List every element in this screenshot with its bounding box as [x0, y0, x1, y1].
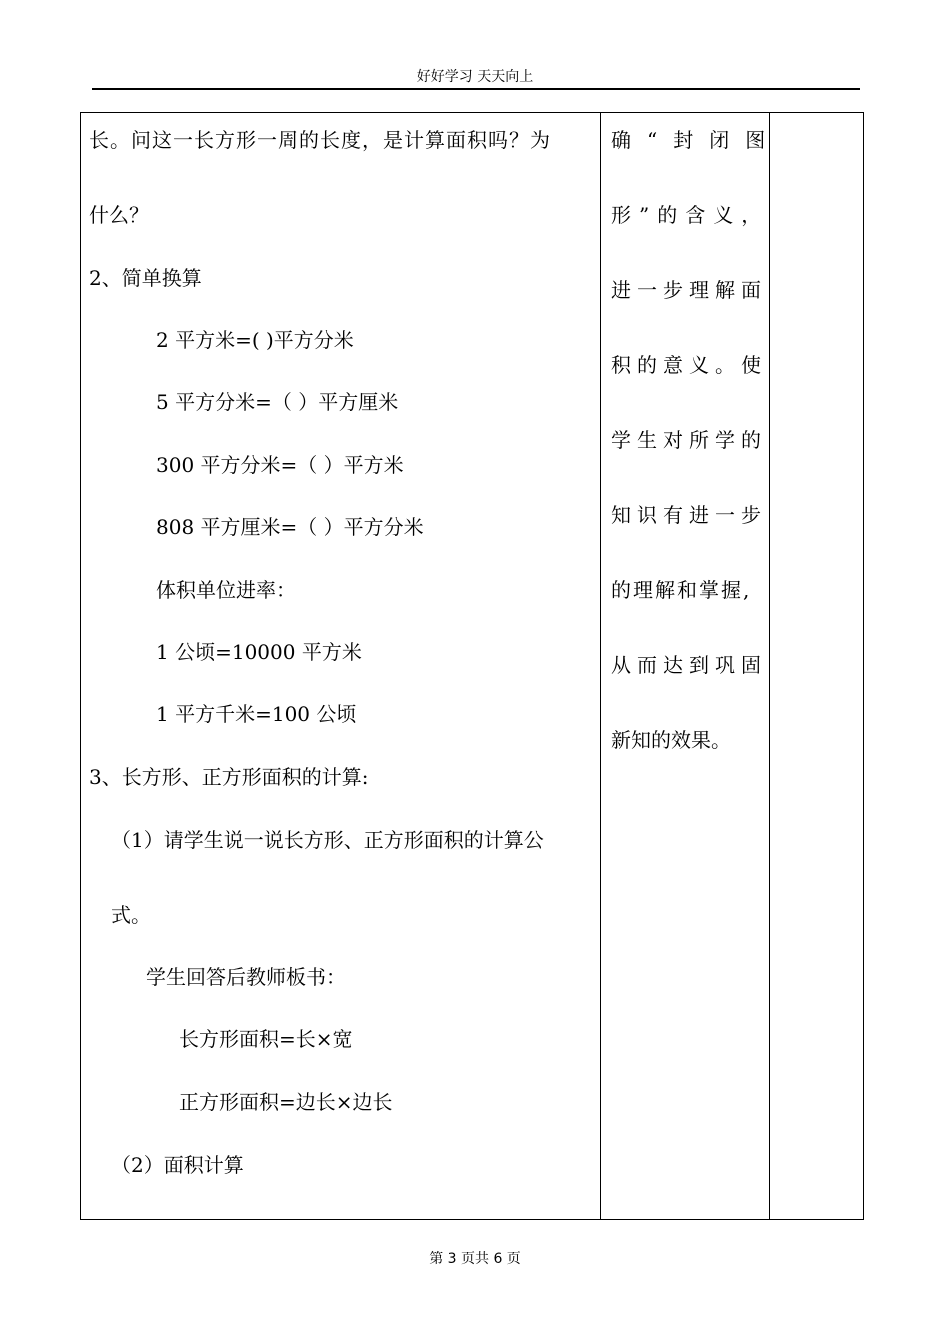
main-line-7: 808 平方厘米=（ ）平方分米: [156, 515, 424, 539]
main-line-16: 正方形面积=边长×边长: [179, 1090, 393, 1114]
main-line-11: 3、长方形、正方形面积的计算:: [89, 765, 369, 789]
side-line-4: 积的意义。使: [611, 353, 767, 377]
main-line-6: 300 平方分米=（ ）平方米: [156, 453, 404, 477]
main-line-13: 式。: [111, 903, 151, 927]
side-line-7: 的理解和掌握,: [611, 578, 752, 602]
side-line-6: 知识有进一步: [611, 503, 767, 527]
column-divider-2: [769, 113, 770, 1219]
main-line-3: 2、简单换算: [89, 266, 202, 290]
page-footer: 第 3 页共 6 页: [429, 1251, 521, 1267]
main-line-2: 什么？: [89, 203, 149, 227]
main-line-10: 1 平方千米=100 公顷: [156, 702, 357, 726]
side-line-9: 新知的效果。: [611, 728, 731, 752]
main-line-5: 5 平方分米=（ ）平方厘米: [156, 390, 399, 414]
main-line-9: 1 公顷=10000 平方米: [156, 640, 362, 664]
header-rule: [92, 88, 860, 90]
main-line-1: 长。问这一长方形一周的长度，是计算面积吗？为: [89, 128, 551, 152]
lesson-table: [80, 112, 864, 1220]
main-line-14: 学生回答后教师板书：: [146, 965, 346, 989]
side-line-3: 进一步理解面: [611, 278, 767, 302]
main-line-4: 2 平方米=( )平方分米: [156, 328, 354, 352]
main-line-15: 长方形面积=长×宽: [179, 1027, 353, 1051]
column-divider-1: [600, 113, 601, 1219]
main-line-8: 体积单位进率：: [156, 578, 296, 602]
side-line-1: 确“封闭图: [611, 128, 782, 152]
main-line-17: （2）面积计算: [111, 1153, 244, 1177]
side-line-5: 学生对所学的: [611, 428, 767, 452]
page-header: 好好学习 天天向上: [416, 69, 534, 85]
main-line-12: （1）请学生说一说长方形、正方形面积的计算公: [111, 828, 544, 852]
side-line-2: 形”的含义，: [611, 203, 770, 227]
side-line-8: 从而达到巩固: [611, 653, 767, 677]
